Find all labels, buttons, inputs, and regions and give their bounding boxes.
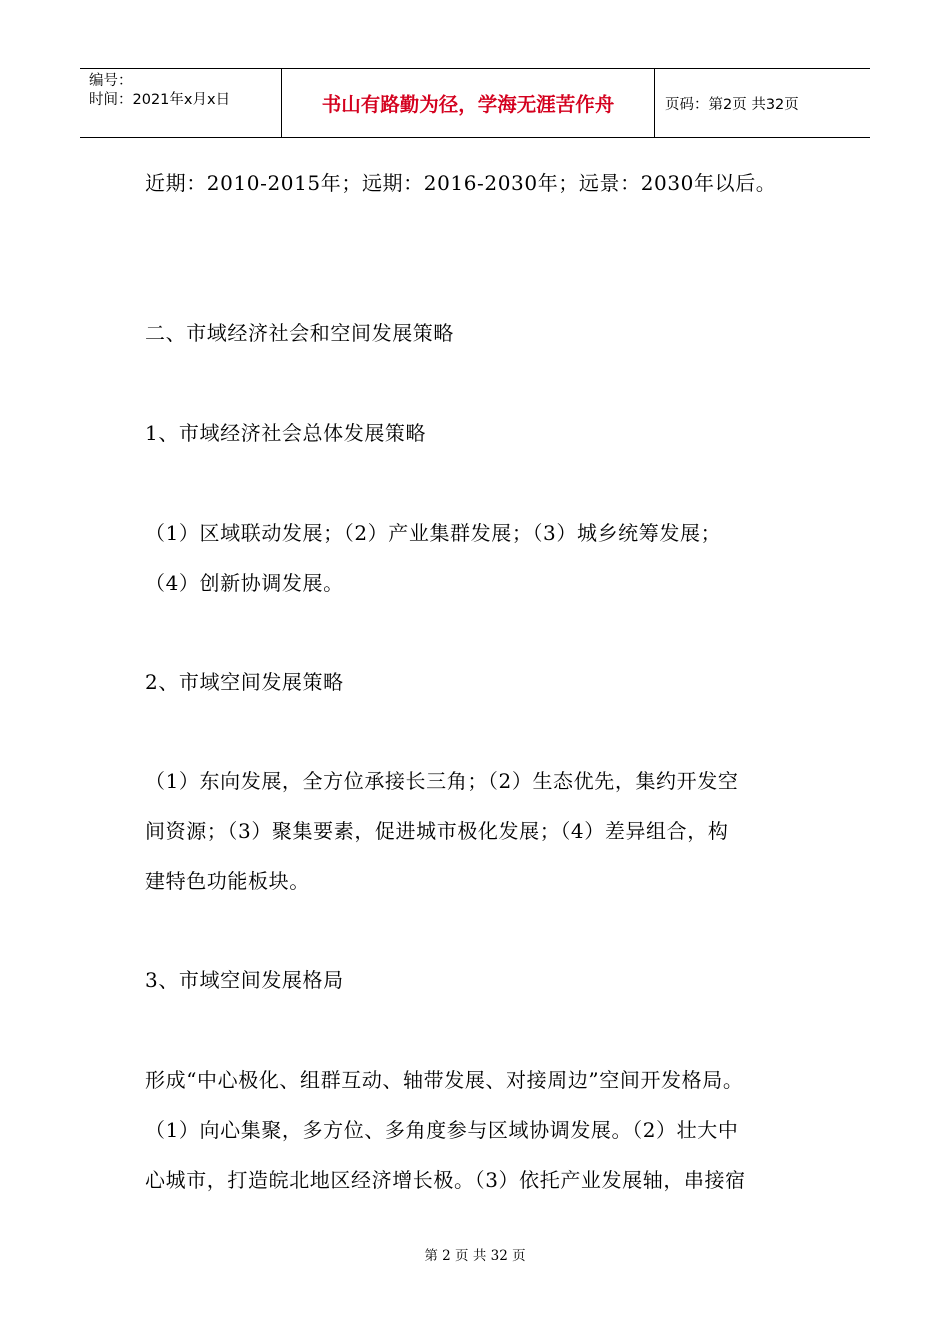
subsection-heading-2: 2、市域空间发展策略 xyxy=(145,670,344,694)
header-motto: 书山有路勤为径，学海无涯苦作舟 xyxy=(282,69,655,137)
document-number-label: 编号： xyxy=(89,73,133,89)
subsection-heading-3: 3、市域空间发展格局 xyxy=(145,968,344,992)
paragraph-line: （4）创新协调发展。 xyxy=(145,571,344,595)
page-footer: 第 2 页 共 32 页 xyxy=(424,1248,526,1264)
page-header xyxy=(80,68,870,138)
paragraph-line: 心城市，打造皖北地区经济增长极。（3）依托产业发展轴，串接宿 xyxy=(145,1168,746,1192)
paragraph-line: 形成“中心极化、组群互动、轴带发展、对接周边”空间开发格局。 xyxy=(145,1068,744,1092)
planning-periods-paragraph: 近期：2010-2015年；远期：2016-2030年；远景：2030年以后。 xyxy=(145,171,777,195)
section-heading-2: 二、市域经济社会和空间发展策略 xyxy=(145,321,454,345)
header-meta-cell xyxy=(80,69,282,137)
paragraph-line: （1）东向发展，全方位承接长三角；（2）生态优先，集约开发空 xyxy=(145,769,739,793)
paragraph-line: （1）区域联动发展；（2）产业集群发展；（3）城乡统筹发展； xyxy=(145,521,722,545)
paragraph-line: 间资源；（3）聚集要素，促进城市极化发展；（4）差异组合，构 xyxy=(145,819,729,843)
subsection-heading-1: 1、市域经济社会总体发展策略 xyxy=(145,421,427,445)
paragraph-line: 建特色功能板块。 xyxy=(145,869,310,893)
document-date-label: 时间：2021年x月x日 xyxy=(89,92,231,108)
paragraph-line: （1）向心集聚，多方位、多角度参与区域协调发展。（2）壮大中 xyxy=(145,1118,739,1142)
header-page-info: 页码：第2页 共32页 xyxy=(665,96,799,113)
